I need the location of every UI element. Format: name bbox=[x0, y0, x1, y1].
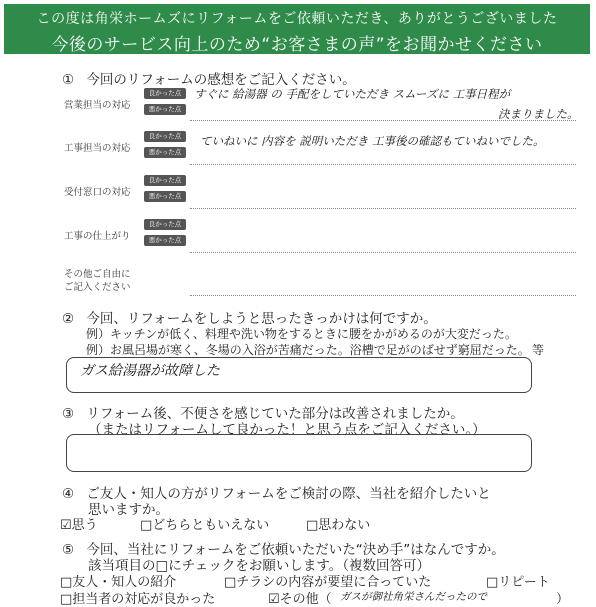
header-thanks-line: この度は角栄ホームズにリフォームをご依頼いただき、ありがとうございました bbox=[36, 11, 558, 27]
q4-text-1: ご友人・知人の方がリフォームをご検討の際、当社を紹介したいと bbox=[86, 486, 491, 502]
q2-answer: ガス給湯器が故障した bbox=[80, 363, 220, 379]
row-finish-label: 工事の仕上がり bbox=[64, 231, 131, 242]
row-line bbox=[190, 252, 576, 253]
survey-header bbox=[4, 4, 590, 54]
q2-question bbox=[62, 307, 437, 327]
q5-option-repeat[interactable]: □リピート bbox=[486, 575, 550, 590]
q4-option-neutral[interactable]: □どちらともいえない bbox=[140, 518, 270, 533]
q2-example-2: 例）お風呂場が寒く、冬場の入浴が苦痛だった。浴槽で足がのばせず窮屈だった。 bbox=[86, 343, 530, 357]
q2-example-1: 例）キッチンが低く、料理や洗い物をするときに腰をかがめるのが大変だった。 bbox=[86, 327, 517, 341]
q5-option-other[interactable]: ☑その他（ bbox=[268, 592, 332, 607]
q3-text-1: リフォーム後、不便さを感じていた部分は改善されましたか。 bbox=[86, 406, 464, 422]
row-line bbox=[190, 120, 576, 121]
q5-option-referral[interactable]: □友人・知人の紹介 bbox=[60, 575, 177, 590]
q5-text-2: 該当項目の□にチェックをお願いします。（複数回答可） bbox=[88, 558, 431, 574]
q1-text: 今回のリフォームの感想をご記入ください。 bbox=[86, 72, 356, 88]
q4-number: ④ bbox=[62, 486, 75, 502]
row-construction-label: 工事担当の対応 bbox=[64, 143, 131, 154]
q5-other-answer: ガスが御社角栄さんだったので bbox=[340, 591, 487, 603]
good-point-tag: 良かった点 bbox=[144, 219, 186, 230]
good-point-tag: 良かった点 bbox=[144, 131, 186, 142]
q4-text-2: 思いますか。 bbox=[88, 502, 169, 518]
good-point-tag: 良かった点 bbox=[144, 88, 186, 99]
q1-number: ① bbox=[62, 72, 75, 88]
q2-number: ② bbox=[62, 311, 75, 327]
q3-number: ③ bbox=[62, 406, 75, 422]
row-reception-label: 受付窓口の対応 bbox=[64, 187, 131, 198]
row-line bbox=[190, 208, 576, 209]
header-request-line: 今後のサービス向上のため“お客さまの声”をお聞かせください bbox=[51, 35, 543, 55]
q5-text-1: 今回、当社にリフォームをご依頼いただいた“決め手”はなんですか。 bbox=[86, 542, 505, 558]
q4-option-yes[interactable]: ☑思う bbox=[60, 518, 98, 533]
row-sales-label: 営業担当の対応 bbox=[64, 100, 131, 111]
row-construction-answer: ていねいに 内容を 説明いただき 工事後の確認もていねいでした。 bbox=[200, 134, 545, 148]
bad-point-tag: 悪かった点 bbox=[144, 235, 186, 246]
other-label-line2: ご記入ください bbox=[64, 282, 131, 293]
row-line bbox=[190, 164, 576, 165]
q2-text: 今回、リフォームをしようと思ったきっかけは何ですか。 bbox=[86, 311, 437, 327]
good-point-tag: 良かった点 bbox=[144, 175, 186, 186]
q5-number: ⑤ bbox=[62, 542, 75, 558]
row-line bbox=[190, 295, 576, 296]
other-label-line1: その他ご自由に bbox=[64, 269, 131, 280]
q5-option-flyer[interactable]: □チラシの内容が要望に合っていた bbox=[224, 575, 432, 590]
q5-other-close: ） bbox=[556, 592, 570, 607]
q2-etc: 等 bbox=[532, 343, 545, 357]
bad-point-tag: 悪かった点 bbox=[144, 191, 186, 202]
q4-option-no[interactable]: □思わない bbox=[306, 518, 371, 533]
row-sales-answer-cont: 決まりました。 bbox=[498, 107, 579, 121]
q5-option-staff[interactable]: □担当者の対応が良かった bbox=[60, 592, 216, 607]
q1-question bbox=[62, 68, 356, 88]
row-sales-answer: すぐに 給湯器 の 手配をしていただき スムーズに 工事日程が bbox=[194, 87, 511, 101]
q3-answer-box bbox=[66, 434, 532, 472]
q3-text-2: （またはリフォームして良かった！と思う点をご記入ください。） bbox=[88, 422, 486, 438]
bad-point-tag: 悪かった点 bbox=[144, 104, 186, 115]
bad-point-tag: 悪かった点 bbox=[144, 147, 186, 158]
